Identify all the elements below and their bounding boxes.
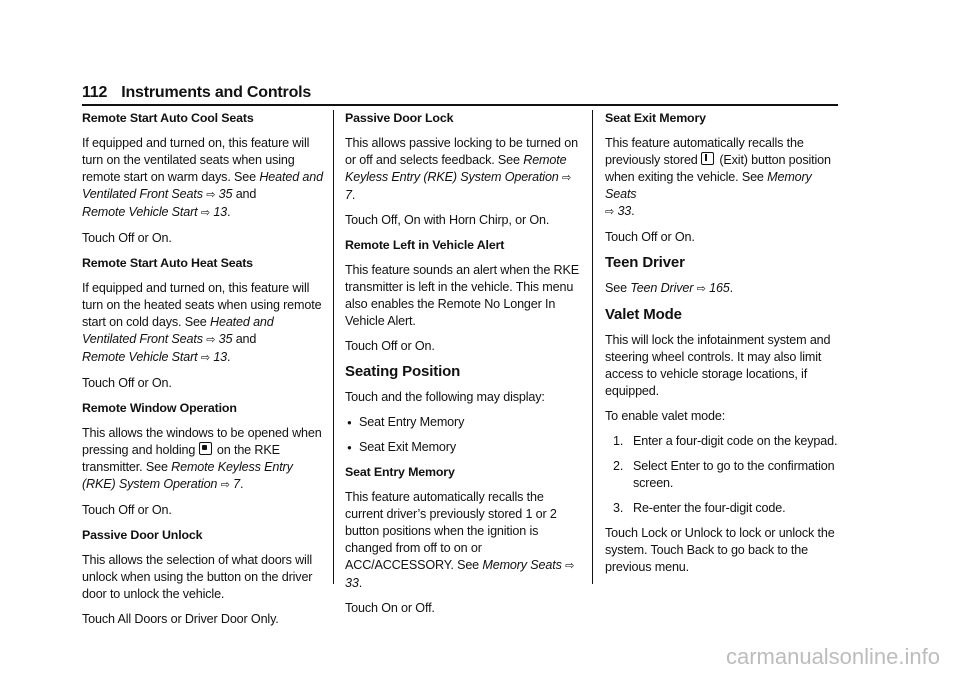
instruction: Touch Off, On with Horn Chirp, or On. <box>345 213 550 227</box>
cross-ref-link[interactable]: Heated and Ventilated Front Seats ⇨ 35 <box>82 170 323 201</box>
subheading: Remote Start Auto Cool Seats <box>82 111 254 125</box>
page-ref-arrow-icon: ⇨ <box>562 172 572 184</box>
paragraph: To enable valet mode: <box>605 409 726 423</box>
page-ref-arrow-icon: ⇨ <box>200 352 210 364</box>
header-rule <box>82 104 838 106</box>
paragraph: This allows the selection of what doors will unlock when using the button on the driver door to unlock the vehicle. <box>82 553 313 601</box>
subheading: Remote Left in Vehicle Alert <box>345 238 505 252</box>
instruction: Touch Off or On. <box>605 230 695 244</box>
page-header <box>82 84 311 102</box>
paragraph: See Teen Driver ⇨ 165. <box>605 281 734 295</box>
cross-ref-link[interactable]: Remote Vehicle Start ⇨ 13 <box>82 350 228 364</box>
page-ref-arrow-icon: ⇨ <box>220 479 230 491</box>
paragraph: This feature automatically recalls the previously stored (Exit) button position when exiting the vehicle. See Memory Seats ⇨ 33. <box>605 136 831 218</box>
paragraph: Touch and the following may display: <box>345 390 545 404</box>
memory-exit-button-icon <box>701 152 714 165</box>
page-ref-arrow-icon: ⇨ <box>696 283 706 295</box>
watermark: carmanualsonline.info <box>725 644 940 669</box>
paragraph: If equipped and turned on, this feature will turn on the ventilated seats when using remote start on warm days. See Heated and Ventilated Front Seats ⇨ 35 and Remote Vehicle Start ⇨ 13. <box>82 136 323 219</box>
subheading: Passive Door Unlock <box>82 528 203 542</box>
section-heading: Teen Driver <box>605 254 685 271</box>
paragraph: This allows the windows to be opened when pressing and holding on the RKE transmitter. See Remote Keyless Entry (RKE) System Operation ⇨ 7. <box>82 426 322 491</box>
paragraph: This feature automatically recalls the current driver’s previously stored 1 or 2 button positions when the ignition is changed from off to on or ACC/ACCESSORY. See Memory Seats ⇨ 33. <box>345 490 575 590</box>
cross-ref-link[interactable]: Heated and Ventilated Front Seats ⇨ 35 <box>82 315 274 346</box>
subheading: Remote Window Operation <box>82 401 237 415</box>
section-heading: Seating Position <box>345 363 461 380</box>
paragraph: If equipped and turned on, this feature will turn on the heated seats when using remote start on cold days. See Heated and Ventilated Front Seats ⇨ 35 and Remote Vehicle Start ⇨ 13. <box>82 281 322 364</box>
section-title: Instruments and Controls <box>121 84 312 101</box>
cross-ref-link[interactable]: Remote Keyless Entry (RKE) System Operation ⇨ 7 <box>82 460 293 491</box>
paragraph: This will lock the infotainment system and steering wheel controls. It may also limit access to vehicle storage locations, if equipped. <box>605 333 831 398</box>
numbered-step: 2. Select Enter to go to the confirmation screen. <box>613 459 835 490</box>
instruction: Touch On or Off. <box>345 601 435 615</box>
numbered-step: 3. Re-enter the four-digit code. <box>613 501 786 515</box>
section-heading: Valet Mode <box>605 306 682 323</box>
subheading: Remote Start Auto Heat Seats <box>82 256 253 270</box>
cross-ref-link[interactable]: Remote Vehicle Start ⇨ 13 <box>82 205 228 219</box>
cross-ref-link[interactable]: Memory Seats ⇨ 33 <box>605 170 812 218</box>
column-1 <box>82 110 324 636</box>
remote-start-button-icon <box>199 442 212 455</box>
body-text: If equipped and turned on, this feature will turn on the ventilated seats when using remote start on warm days. See <box>82 136 310 184</box>
instruction: Touch Off or On. <box>345 339 435 353</box>
paragraph: Touch Lock or Unlock to lock or unlock the system. Touch Back to go back to the previous menu. <box>605 526 835 574</box>
column-3 <box>605 110 841 584</box>
page-ref-arrow-icon: ⇨ <box>200 207 210 219</box>
column-divider <box>592 110 593 584</box>
cross-ref-link[interactable]: Memory Seats ⇨ 33 <box>345 558 575 590</box>
bullet-item: ● Seat Entry Memory <box>345 414 579 431</box>
subheading: Seat Entry Memory <box>345 465 455 479</box>
page-number: 112 <box>82 84 108 101</box>
column-2 <box>345 110 579 625</box>
instruction: Touch Off or On. <box>82 503 172 517</box>
subheading: Seat Exit Memory <box>605 111 706 125</box>
cross-ref-link[interactable]: Teen Driver ⇨ 165 <box>630 281 730 295</box>
instruction: Touch Off or On. <box>82 376 172 390</box>
numbered-step: 1. Enter a four-digit code on the keypad. <box>613 434 838 448</box>
page-ref-arrow-icon: ⇨ <box>206 334 216 346</box>
paragraph: This feature sounds an alert when the RKE transmitter is left in the vehicle. This menu also enables the Remote No Longer In Vehicle Alert. <box>345 263 579 328</box>
column-divider <box>333 110 334 584</box>
cross-ref-link[interactable]: Remote Keyless Entry (RKE) System Operation ⇨ 7 <box>345 153 572 202</box>
page-ref-arrow-icon: ⇨ <box>206 189 216 201</box>
page-ref-arrow-icon: ⇨ <box>565 560 575 572</box>
subheading: Passive Door Lock <box>345 111 454 125</box>
page-ref-arrow-icon: ⇨ <box>605 206 615 218</box>
bullet-item: ● Seat Exit Memory <box>345 439 579 456</box>
instruction: Touch All Doors or Driver Door Only. <box>82 612 279 626</box>
paragraph: This allows passive locking to be turned on or off and selects feedback. See Remote Keyless Entry (RKE) System Operation ⇨ 7. <box>345 136 578 202</box>
instruction: Touch Off or On. <box>82 231 172 245</box>
